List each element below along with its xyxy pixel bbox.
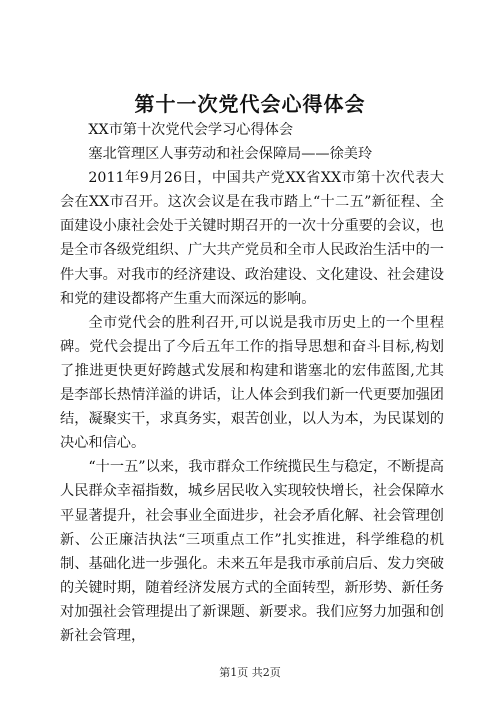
document-title: 第十一次党代会心得体会 [134, 92, 366, 116]
body-paragraph: “十一五”以来，我市群众工作统揽民生与稳定，不断提高人民群众幸福指数，城乡居民收入实现较快增长，社会保障水平显著提升，社会事业全面进步，社会矛盾化解、社会管理创新、公正廉洁执法“三项重点工作”扎实推进，科学维稳的机制、基础化进一步强化。未来五年是我市承前启后、发力突破的关键时期，随着经济发展方式的全面转型，新形势、新任务对加强社会管理提出了新课题、新要求。我们应努力加强和创新社会管理， [60, 459, 444, 644]
subtitle-paragraph: XX市第十次党代会学习心得体会 [88, 122, 294, 138]
body-paragraph: 全市党代会的胜利召开,可以说是我市历史上的一个里程碑。党代会提出了今后五年工作的指导思想和奋斗目标,构划了推进更快更好跨越式发展和构建和谐塞北的宏伟蓝图,尤其是李部长热情洋溢的讲话，让人体会到我们新一代更要加强团结，凝聚实干，求真务实，艰苦创业，以人为本，为民谋划的决心和信心。 [60, 314, 444, 452]
document-body [60, 118, 444, 648]
author-paragraph: 塞北管理区人事劳动和社会保障局——徐美玲 [88, 146, 373, 163]
page-number-footer: 第1页 共2页 [219, 666, 281, 679]
body-paragraph: 2011年9月26日，中国共产党XX省XX市第十次代表大会在XX市召开。这次会议是在我市踏上“十二五”新征程、全面建设小康社会处于关键时期召开的一次十分重要的会议，也是全市各级党组织、广大共产党员和全市人民政治生活中的一件大事。对我市的经济建设、政治建设、文化建设、社会建设和党的建设都将产生重大而深远的影响。 [60, 170, 444, 307]
